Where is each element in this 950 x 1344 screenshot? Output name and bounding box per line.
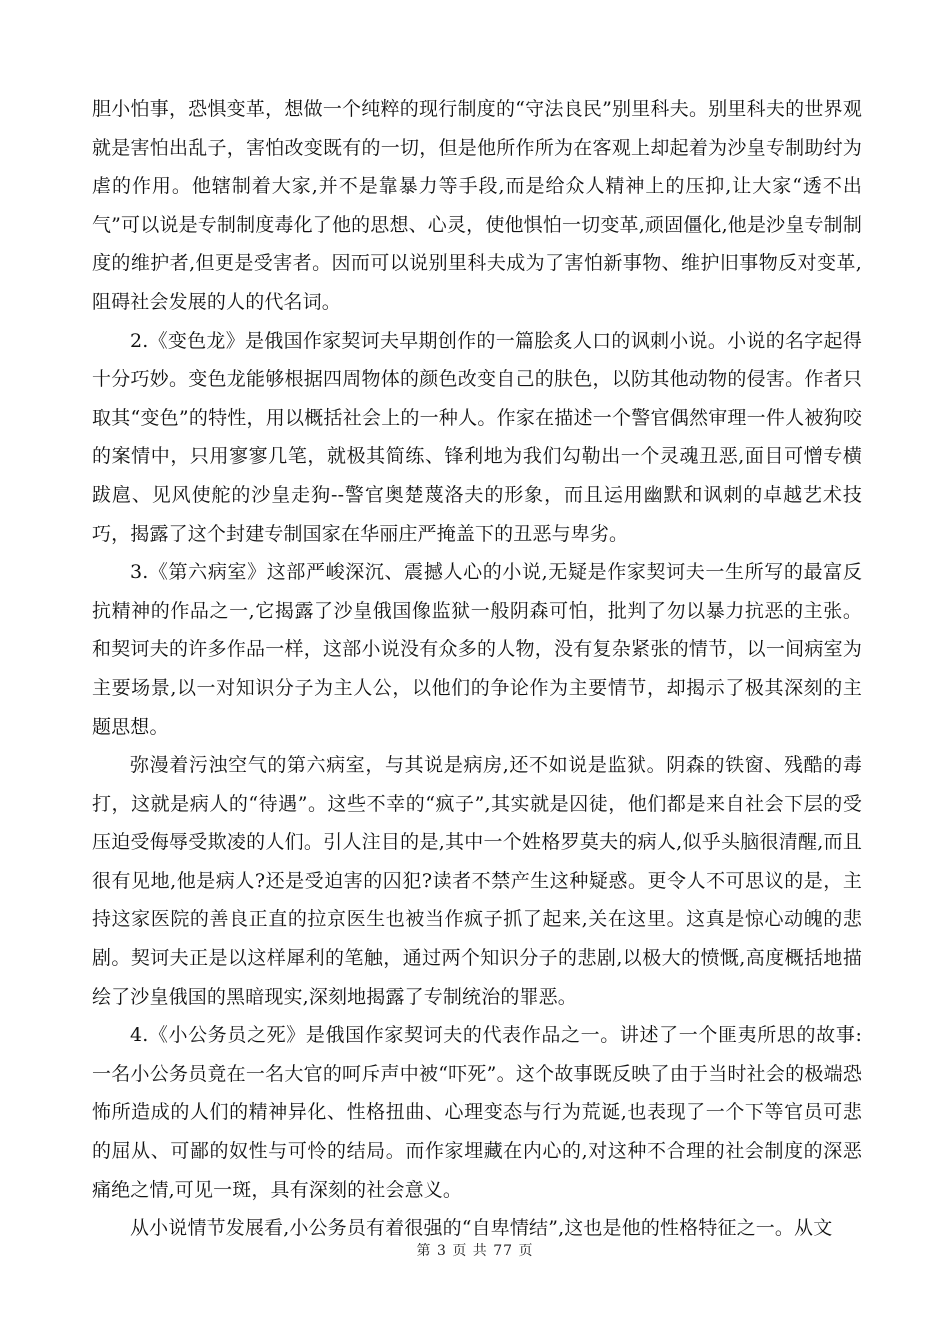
footer-prefix: 第: [416, 1243, 432, 1259]
page-footer: [0, 1240, 950, 1260]
paragraph-ward-six: 3.《第六病室》这部严峻深沉、震撼人心的小说,无疑是作家契诃夫一生所写的最富反抗精神的作品之一,它揭露了沙皇俄国像监狱一般阴森可怕，批判了勿以暴力抗恶的主张。和契诃夫的许多作品一样，这部小说没有众多的人物，没有复杂紧张的情节，以一间病室为主要场景,以一对知识分子为主人公，以他们的争论作为主要情节，却揭示了极其深刻的主题思想。: [92, 561, 862, 738]
paragraph-clerk-death: 4.《小公务员之死》是俄国作家契诃夫的代表作品之一。讲述了一个匪夷所思的故事:一名小公务员竟在一名大官的呵斥声中被“吓死”。这个故事既反映了由于当时社会的极端恐怖所造成的人们的精神异化、性格扭曲、心理变态与行为荒诞,也表现了一个下等官员可悲的屈从、可鄙的奴性与可怜的结局。而作家埋藏在内心的,对这种不合理的社会制度的深恶痛绝之情,可见一斑，具有深刻的社会意义。: [92, 1024, 862, 1201]
footer-suffix: 页: [518, 1243, 534, 1259]
paragraph-continuation: 胆小怕事，恐惧变革，想做一个纯粹的现行制度的“守法良民”别里科夫。别里科夫的世界观就是害怕出乱子，害怕改变既有的一切，但是他所作所为在客观上却起着为沙皇专制助纣为虐的作用。他辖制着大家,并不是靠暴力等手段,而是给众人精神上的压抑,让大家“透不出气”可以说是专制制度毒化了他的思想、心灵，使他惧怕一切变革,顽固僵化,他是沙皇专制制度的维护者,但更是受害者。因而可以说别里科夫成为了害怕新事物、维护旧事物反对变革,阻碍社会发展的人的代名词。: [92, 98, 862, 313]
total-pages: 77: [493, 1243, 514, 1259]
paragraph-ward-six-detail: 弥漫着污浊空气的第六病室，与其说是病房,还不如说是监狱。阴森的铁窗、残酷的毒打，这就是病人的“待遇”。这些不幸的“疯子”,其实就是囚徒，他们都是来自社会下层的受压迫受侮辱受欺凌的人们。引人注目的是,其中一个姓格罗莫夫的病人,似乎头脑很清醒,而且很有见地,他是病人?还是受迫害的囚犯?读者不禁产生这种疑惑。更令人不可思议的是，主持这家医院的善良正直的拉京医生也被当作疯子抓了起来,关在这里。这真是惊心动魄的悲剧。契诃夫正是以这样犀利的笔触，通过两个知识分子的悲剧,以极大的愤慨,高度概括地描绘了沙皇俄国的黑暗现实,深刻地揭露了专制统治的罪恶。: [92, 754, 862, 1008]
document-body: [92, 90, 862, 1248]
paragraph-chameleon: 2.《变色龙》是俄国作家契诃夫早期创作的一篇脍炙人口的讽刺小说。小说的名字起得十分巧妙。变色龙能够根据四周物体的颜色改变自己的肤色，以防其他动物的侵害。作者只取其“变色”的特性，用以概括社会上的一种人。作家在描述一个警官偶然审理一件人被狗咬的案情中，只用寥寥几笔，就极其简练、锋利地为我们勾勒出一个灵魂丑恶,面目可憎专横跋扈、见风使舵的沙皇走狗--警官奥楚蔑洛夫的形象，而且运用幽默和讽刺的卓越艺术技巧，揭露了这个封建专制国家在华丽庄严掩盖下的丑恶与卑劣。: [92, 329, 862, 545]
footer-middle: 页 共: [452, 1243, 488, 1259]
paragraph-plot-analysis: 从小说情节发展看,小公务员有着很强的“自卑情结”,这也是他的性格特征之一。从文: [130, 1217, 833, 1240]
page-number: 3: [436, 1243, 447, 1259]
